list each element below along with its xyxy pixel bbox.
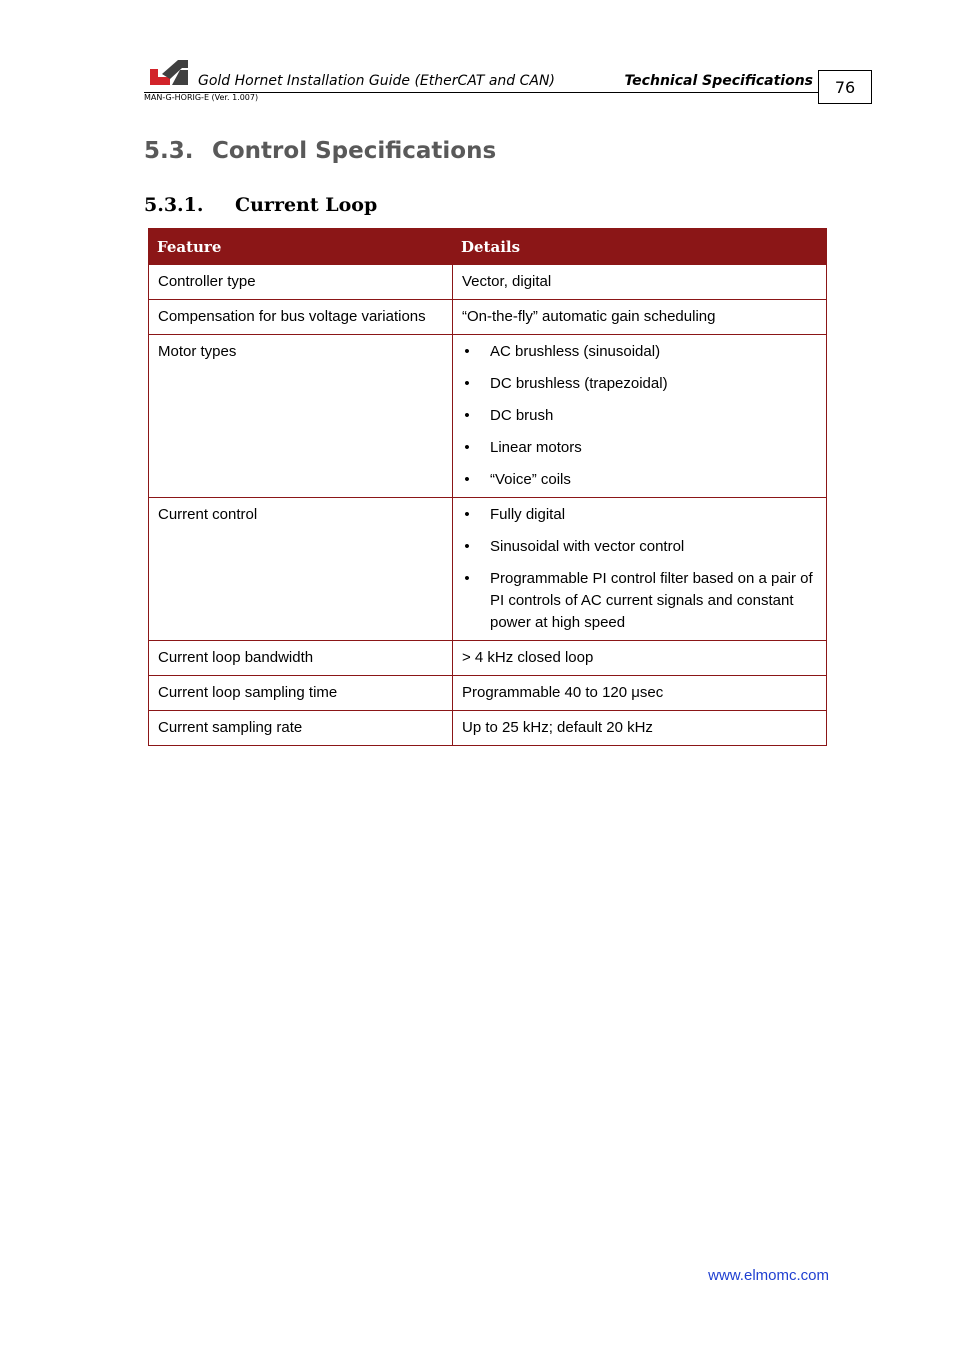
bullet-list xyxy=(462,341,818,491)
list-item xyxy=(462,536,818,558)
feature-cell: Motor types xyxy=(149,335,453,498)
subsection-heading-text: Current Loop xyxy=(235,194,378,216)
bullet-icon: • xyxy=(464,471,470,488)
list-item-text: Programmable PI control filter based on a pair of PI controls of AC current signals and constant power at high speed xyxy=(490,570,813,631)
table-row xyxy=(149,265,827,300)
details-cell: Vector, digital xyxy=(453,265,827,300)
list-item xyxy=(462,568,818,634)
bullet-icon: • xyxy=(464,407,470,424)
list-item-text: Linear motors xyxy=(490,439,582,456)
table-row xyxy=(149,711,827,746)
list-item xyxy=(462,437,818,459)
list-item xyxy=(462,373,818,395)
table-row xyxy=(149,300,827,335)
bullet-icon: • xyxy=(464,375,470,392)
list-item-text: DC brushless (trapezoidal) xyxy=(490,375,668,392)
section-heading xyxy=(144,138,496,164)
details-cell: Programmable 40 to 120 μsec xyxy=(453,676,827,711)
list-item-text: DC brush xyxy=(490,407,554,424)
details-cell: > 4 kHz closed loop xyxy=(453,641,827,676)
bullet-icon: • xyxy=(464,570,470,587)
details-cell: “On-the-fly” automatic gain scheduling xyxy=(453,300,827,335)
section-number: 5.3. xyxy=(144,138,194,164)
list-item-text: Sinusoidal with vector control xyxy=(490,538,685,555)
section-title: Technical Specifications xyxy=(624,73,813,89)
table-header-row xyxy=(149,229,827,265)
document-id: MAN-G-HORIG-E (Ver. 1.007) xyxy=(144,93,259,102)
column-header-feature: Feature xyxy=(149,229,453,265)
subsection-heading xyxy=(144,194,377,216)
list-item xyxy=(462,504,818,526)
feature-cell: Current sampling rate xyxy=(149,711,453,746)
current-loop-table xyxy=(148,228,827,746)
subsection-number: 5.3.1. xyxy=(144,194,204,216)
list-item xyxy=(462,469,818,491)
table-row xyxy=(149,335,827,498)
list-item-text: “Voice” coils xyxy=(490,471,571,488)
feature-cell: Current loop bandwidth xyxy=(149,641,453,676)
bullet-list xyxy=(462,504,818,634)
table-row xyxy=(149,676,827,711)
list-item xyxy=(462,405,818,427)
feature-cell: Controller type xyxy=(149,265,453,300)
list-item-text: AC brushless (sinusoidal) xyxy=(490,343,661,360)
feature-cell: Current control xyxy=(149,498,453,641)
details-cell: Up to 25 kHz; default 20 kHz xyxy=(453,711,827,746)
section-heading-text: Control Specifications xyxy=(212,138,497,164)
bullet-icon: • xyxy=(464,506,470,523)
bullet-icon: • xyxy=(464,343,470,360)
bullet-icon: • xyxy=(464,538,470,555)
website-link[interactable]: www.elmomc.com xyxy=(708,1267,829,1284)
feature-cell: Compensation for bus voltage variations xyxy=(149,300,453,335)
list-item xyxy=(462,341,818,363)
table-row xyxy=(149,498,827,641)
details-cell xyxy=(453,335,827,498)
page-number: 76 xyxy=(818,70,872,104)
company-logo xyxy=(148,57,190,87)
feature-cell: Current loop sampling time xyxy=(149,676,453,711)
column-header-details: Details xyxy=(453,229,827,265)
list-item-text: Fully digital xyxy=(490,506,566,523)
table-row xyxy=(149,641,827,676)
bullet-icon: • xyxy=(464,439,470,456)
details-cell xyxy=(453,498,827,641)
document-title: Gold Hornet Installation Guide (EtherCAT and CAN) xyxy=(198,73,555,89)
